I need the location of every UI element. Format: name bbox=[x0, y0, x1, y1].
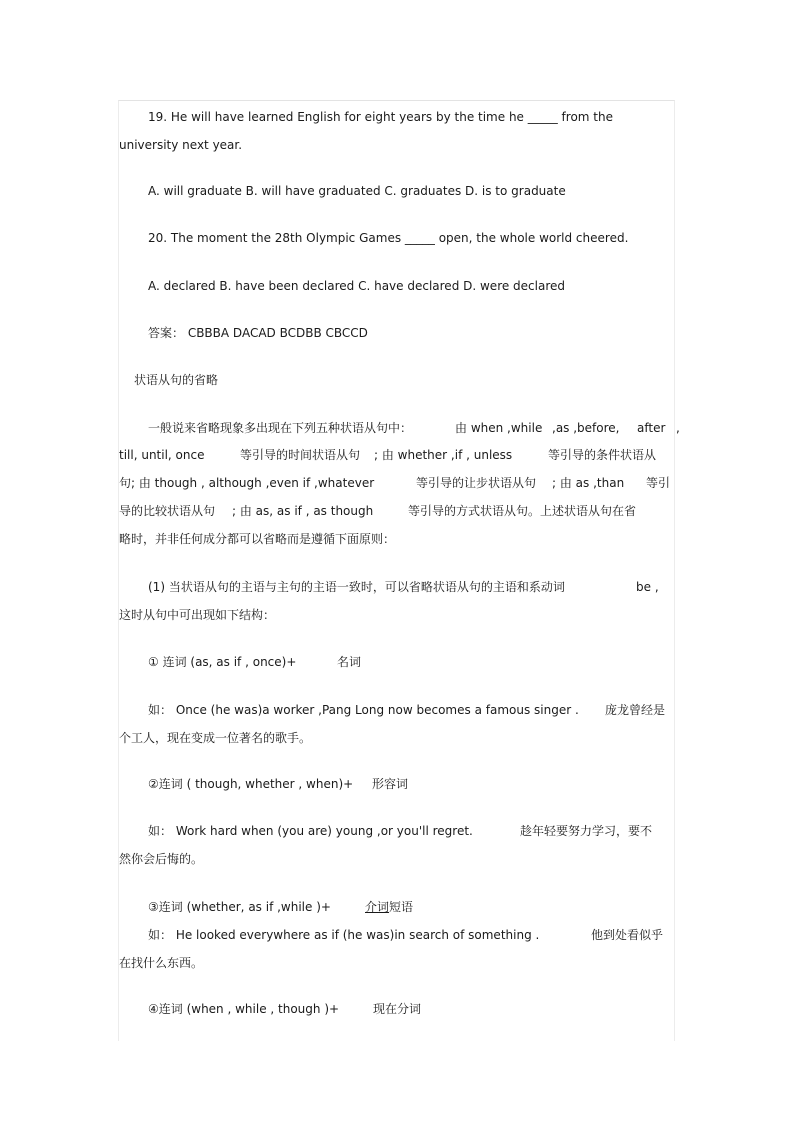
structure-4-heading: ④连词 (when , while , though )+ bbox=[148, 1002, 340, 1016]
structure-2-translation: 趁年轻要努力学习，要不 bbox=[520, 824, 653, 838]
rule1-line-1a: (1) 当状语从句的主语与主句的主语一致时，可以省略状语从句的主语和系动词 bbox=[148, 580, 565, 594]
structure-3-translation: 他到处看似乎 bbox=[591, 928, 664, 942]
intro-line-3b: 等引导的让步状语从句 bbox=[416, 476, 537, 490]
intro-line-1a: 一般说来省略现象多出现在下列五种状语从句中： bbox=[148, 421, 413, 435]
structure-1-translation-cont: 个工人，现在变成一位著名的歌手。 bbox=[119, 731, 312, 745]
rule1-line-2: 这时从句中可出现如下结构： bbox=[119, 608, 276, 622]
structure-2-example: 如： Work hard when (you are) young ,or you'll regret. bbox=[148, 824, 473, 838]
intro-line-3c: ; 由 as ,than bbox=[552, 476, 625, 490]
intro-line-1d: after bbox=[637, 421, 666, 435]
q19-line-2: university next year. bbox=[119, 138, 243, 152]
intro-line-1b: 由 when ,while bbox=[455, 421, 543, 435]
structure-1-heading: ① 连词 (as, as if , once)+ bbox=[148, 655, 297, 669]
structure-1-target: 名词 bbox=[337, 655, 362, 669]
intro-line-5: 略时，并非任何成分都可以省略而是遵循下面原则： bbox=[119, 532, 396, 546]
q20-line-1: 20. The moment the 28th Olympic Games _____ open, the whole world cheered. bbox=[148, 231, 629, 245]
intro-line-4b: ; 由 as, as if , as though bbox=[232, 504, 374, 518]
intro-line-1e: , bbox=[676, 421, 680, 435]
structure-1-translation: 庞龙曾经是 bbox=[605, 703, 666, 717]
intro-line-2c: ; 由 whether ,if , unless bbox=[374, 448, 513, 462]
q19-options: A. will graduate B. will have graduated C. graduates D. is to graduate bbox=[148, 184, 566, 198]
intro-line-4c: 等引导的方式状语从句。上述状语从句在省 bbox=[408, 504, 637, 518]
answer-key: 答案： CBBBA DACAD BCDBB CBCCD bbox=[148, 326, 368, 340]
intro-line-2b: 等引导的时间状语从句 bbox=[240, 448, 361, 462]
intro-line-2d: 等引导的条件状语从 bbox=[548, 448, 657, 462]
structure-1-example: 如： Once (he was)a worker ,Pang Long now becomes a famous singer . bbox=[148, 703, 579, 717]
structure-3-target-underlined: 介词 bbox=[365, 900, 390, 914]
structure-2-translation-cont: 然你会后悔的。 bbox=[119, 852, 204, 866]
intro-line-3d: 等引 bbox=[646, 476, 671, 490]
structure-3-heading: ③连词 (whether, as if ,while )+ bbox=[148, 900, 331, 914]
section-title: 状语从句的省略 bbox=[134, 373, 219, 387]
intro-line-2a: till, until, once bbox=[119, 448, 205, 462]
structure-4-target: 现在分词 bbox=[373, 1002, 422, 1016]
structure-3-target-rest: 短语 bbox=[389, 900, 414, 914]
structure-3-target bbox=[365, 899, 413, 915]
intro-line-1c: ,as ,before, bbox=[552, 421, 620, 435]
structure-2-heading: ②连词 ( though, whether , when)+ bbox=[148, 777, 354, 791]
structure-2-target: 形容词 bbox=[372, 777, 409, 791]
rule1-line-1b: be , bbox=[636, 580, 659, 594]
intro-line-3a: 句; 由 though , although ,even if ,whatever bbox=[119, 476, 375, 490]
q20-options: A. declared B. have been declared C. have declared D. were declared bbox=[148, 279, 566, 293]
intro-line-4a: 导的比较状语从句 bbox=[119, 504, 216, 518]
structure-3-translation-cont: 在找什么东西。 bbox=[119, 956, 204, 970]
q19-line-1: 19. He will have learned English for eight years by the time he _____ from the bbox=[148, 110, 613, 124]
structure-3-example: 如： He looked everywhere as if (he was)in search of something . bbox=[148, 928, 540, 942]
